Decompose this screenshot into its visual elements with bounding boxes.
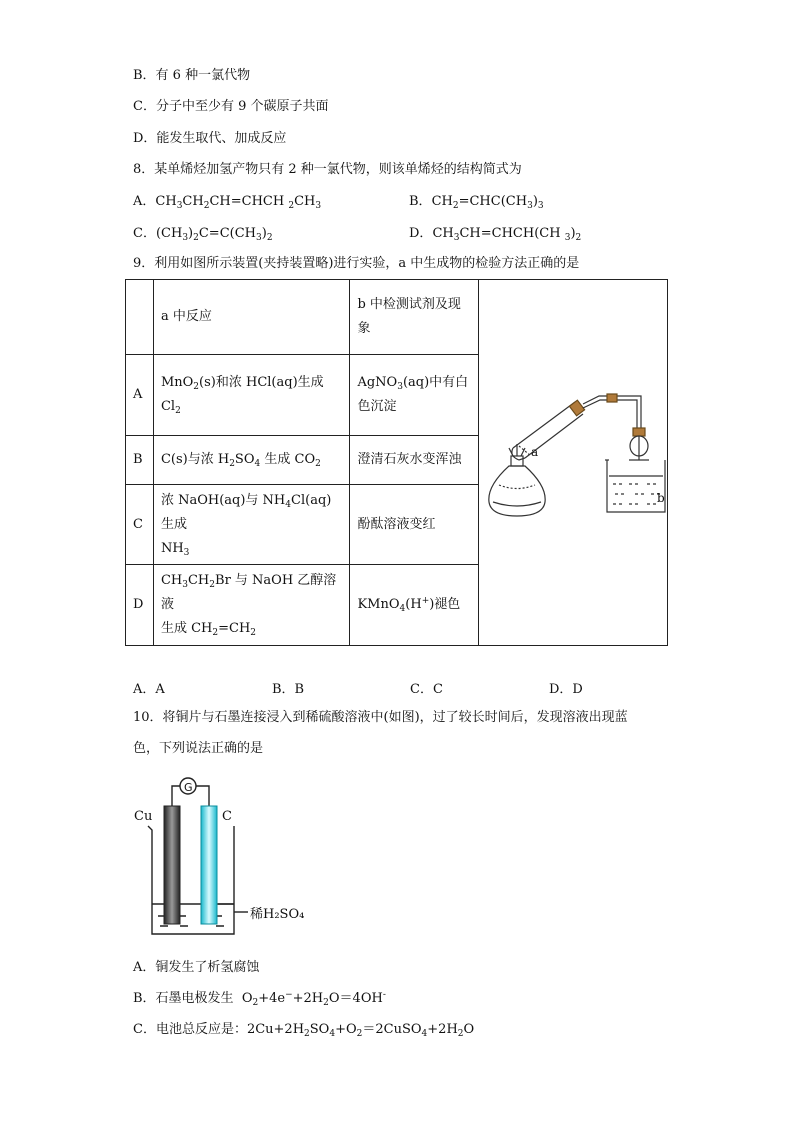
q9-answer-b: B．B (272, 682, 305, 697)
q9-table (125, 279, 668, 646)
q10-option-a: A．铜发生了析氢腐蚀 (133, 960, 260, 975)
c-label: C (222, 809, 232, 824)
row-detection: 酚酞溶液变红 (350, 484, 479, 565)
q9-stem: 9．利用如图所示装置(夹持装置略)进行实验，a 中生成物的检验方法正确的是 (133, 256, 580, 271)
q8-option-c: C．$(CH_3)_2C=C(CH_3)_2$ (133, 226, 273, 243)
header-reaction: a 中反应 (153, 280, 350, 355)
row-reaction: C(s)与浓 $H_2SO_4$ 生成 $CO_2$ (153, 435, 350, 484)
q8-option-a: A．$CH_3CH_2CH=CHCH$ $_2CH_3$ (133, 194, 322, 211)
row-detection: 澄清石灰水变浑浊 (350, 435, 479, 484)
label-a: a (530, 445, 539, 459)
table-header-row (126, 280, 668, 355)
q10-option-c: C．电池总反应是：$2Cu+2H_2SO_4+O_2=2CuSO_4+2H_2O$ (133, 1022, 475, 1039)
q7-option-c: C．分子中至少有 9 个碳原子共面 (133, 99, 329, 114)
q10-stem-line2: 色，下列说法正确的是 (133, 741, 264, 756)
row-label: D (126, 565, 154, 646)
acid-label: 稀H₂SO₄ (250, 907, 305, 922)
q10-option-b: B．石墨电极发生 $O_2+4e^-+2H_2O=4OH^-$ (133, 990, 386, 1008)
apparatus-figure (479, 280, 667, 636)
galvanometer-label: G (184, 781, 193, 794)
q8-stem: 8．某单烯烃加氢产物只有 2 种一氯代物，则该单烯烃的结构简式为 (133, 162, 522, 177)
row-label: A (126, 355, 154, 436)
row-reaction: 浓 NaOH(aq)与 $NH_4Cl(aq)$生成 $NH_3$ (153, 484, 350, 565)
row-reaction: MnO$_2$(s)和浓 HCl(aq)生成 $Cl_2$ (153, 355, 350, 436)
label-b: b (656, 491, 665, 505)
q9-answer-c: C．C (410, 682, 443, 697)
q8-option-d: D．$CH_3CH=CHCH(CH$ $_3)_2$ (409, 226, 582, 243)
row-detection: AgNO$_3$(aq)中有白 色沉淀 (350, 355, 479, 436)
apparatus-cell (478, 280, 667, 646)
q10-stem-line1: 10．将铜片与石墨连接浸入到稀硫酸溶液中(如图)，过了较长时间后，发现溶液出现蓝 (133, 710, 628, 725)
galvanic-cell-figure (130, 772, 320, 944)
row-detection: KMnO$_4$(H+)褪色 (350, 565, 479, 646)
copper-rod (164, 806, 180, 924)
carbon-rod (201, 806, 217, 924)
row-label: C (126, 484, 154, 565)
q9-answer-a: A．A (133, 682, 165, 697)
q9-answer-d: D．D (549, 682, 583, 697)
q8-option-b: B．$CH_2=CHC(CH_3)_3$ (409, 194, 544, 211)
row-label: B (126, 435, 154, 484)
q7-option-b: B．有 6 种一氯代物 (133, 68, 251, 83)
q7-option-d: D．能发生取代、加成反应 (133, 131, 287, 146)
row-reaction: $CH_3CH_2Br$ 与 NaOH 乙醇溶液 生成 $CH_2=CH_2$ (153, 565, 350, 646)
cu-label: Cu (134, 809, 153, 824)
header-detection: b 中检测试剂及现象 (350, 280, 479, 355)
